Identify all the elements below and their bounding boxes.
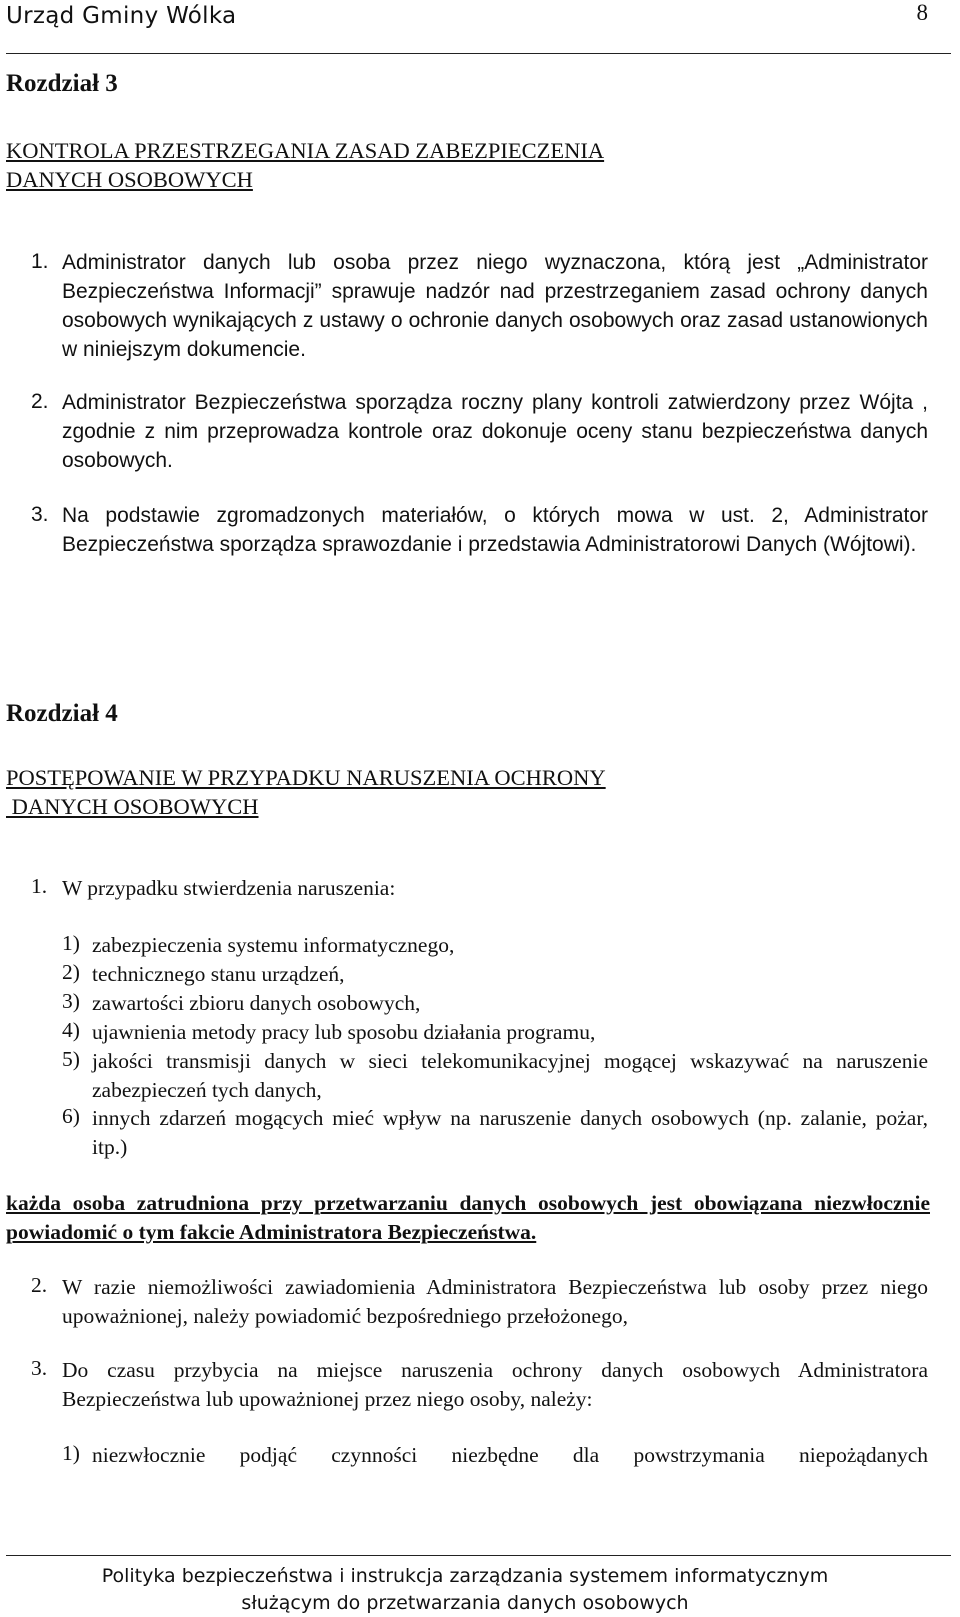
subitem-5-text: jakości transmisji danych w sieci telekomunikacyjnej mogącej wskazywać na naruszenie zabezpieczeń tych danych, (92, 1049, 928, 1102)
header-divider (6, 53, 951, 54)
subitem-6-number: 6) (62, 1104, 80, 1128)
footer-line-1: Polityka bezpieczeństwa i instrukcja zarządzania systemem informatycznym (101, 1565, 829, 1587)
chapter-3-subtitle-line2: DANYCH OSOBOWYCH (6, 167, 253, 192)
chapter-4-item-3-number: 3. (31, 1356, 48, 1380)
subitem-3-number: 3) (62, 989, 80, 1013)
chapter-4-item-1-number: 1. (31, 874, 48, 898)
chapter-4-item-2-text: W razie niemożliwości zawiadomienia Administratora Bezpieczeństwa lub osoby przez niego upoważnionej, należy powiadomić bezpośredniego przełożonego, (62, 1275, 928, 1328)
header-title: Urząd Gminy Wólka (6, 3, 237, 29)
chapter-3-item-1-number: 1. (31, 250, 49, 273)
page-footer (0, 1563, 930, 1617)
subitem-last-text: niezwłocznie podjąć czynności niezbędne dla powstrzymania niepożądanych (92, 1443, 928, 1467)
chapter-4-subtitle-line2: DANYCH OSOBOWYCH (6, 794, 259, 819)
chapter-3-item-2-number: 2. (31, 390, 49, 413)
chapter-4-item-2-number: 2. (31, 1273, 48, 1297)
chapter-4-title: Rozdział 4 (6, 700, 118, 727)
chapter-3-item-2-text: Administrator Bezpieczeństwa sporządza roczny plany kontroli zatwierdzony przez Wójta , zgodnie z nim przeprowadza kontrole oraz dokonuje oceny stanu bezpieczeństwa danych osobowych. (62, 391, 928, 472)
subitem-2-number: 2) (62, 960, 80, 984)
chapter-3-item-3-number: 3. (31, 503, 49, 526)
chapter-4-subtitle-line1: POSTĘPOWANIE W PRZYPADKU NARUSZENIA OCHRONY (6, 765, 606, 790)
chapter-3-item-1-text: Administrator danych lub osoba przez niego wyznaczona, którą jest „Administrator Bezpieczeństwa Informacji” sprawuje nadzór nad przestrzeganiem zasad ochrony danych osobowych wynikających z ustawy o ochronie danych osobowych oraz zasad ustanowionych w niniejszym dokumencie. (62, 251, 928, 361)
subitem-3-text: zawartości zbioru danych osobowych, (92, 991, 421, 1015)
footer-line-2: służącym do przetwarzania danych osobowych (241, 1592, 689, 1614)
notice-obligation: każda osoba zatrudniona przy przetwarzaniu danych osobowych jest obowiązana niezwłocznie powiadomić o tym fakcie Administratora Bezpieczeństwa. (6, 1191, 930, 1244)
chapter-4-item-3-text: Do czasu przybycia na miejsce naruszenia ochrony danych osobowych Administratora Bezpieczeństwa lub upoważnionej przez niego osoby, należy: (62, 1358, 928, 1411)
chapter-4-item-1-text: W przypadku stwierdzenia naruszenia: (62, 876, 396, 900)
chapter-3-item-3-text: Na podstawie zgromadzonych materiałów, o których mowa w ust. 2, Administrator Bezpieczeństwa sporządza sprawozdanie i przedstawia Administratorowi Danych (Wójtowi). (62, 504, 928, 556)
subitem-last-number: 1) (62, 1441, 80, 1465)
subitem-6-text: innych zdarzeń mogących mieć wpływ na naruszenie danych osobowych (np. zalanie, pożar, itp.) (92, 1106, 928, 1159)
subitem-1-text: zabezpieczenia systemu informatycznego, (92, 933, 455, 957)
page-number: 8 (916, 0, 928, 25)
subitem-5-number: 5) (62, 1047, 80, 1071)
footer-divider (6, 1555, 951, 1556)
subitem-1-number: 1) (62, 931, 80, 955)
page-header (6, 0, 950, 56)
chapter-3-title: Rozdział 3 (6, 70, 118, 97)
chapter-3-subtitle-line1: KONTROLA PRZESTRZEGANIA ZASAD ZABEZPIECZENIA (6, 138, 605, 163)
subitem-4-text: ujawnienia metody pracy lub sposobu działania programu, (92, 1020, 596, 1044)
subitem-2-text: technicznego stanu urządzeń, (92, 962, 345, 986)
subitem-4-number: 4) (62, 1018, 80, 1042)
